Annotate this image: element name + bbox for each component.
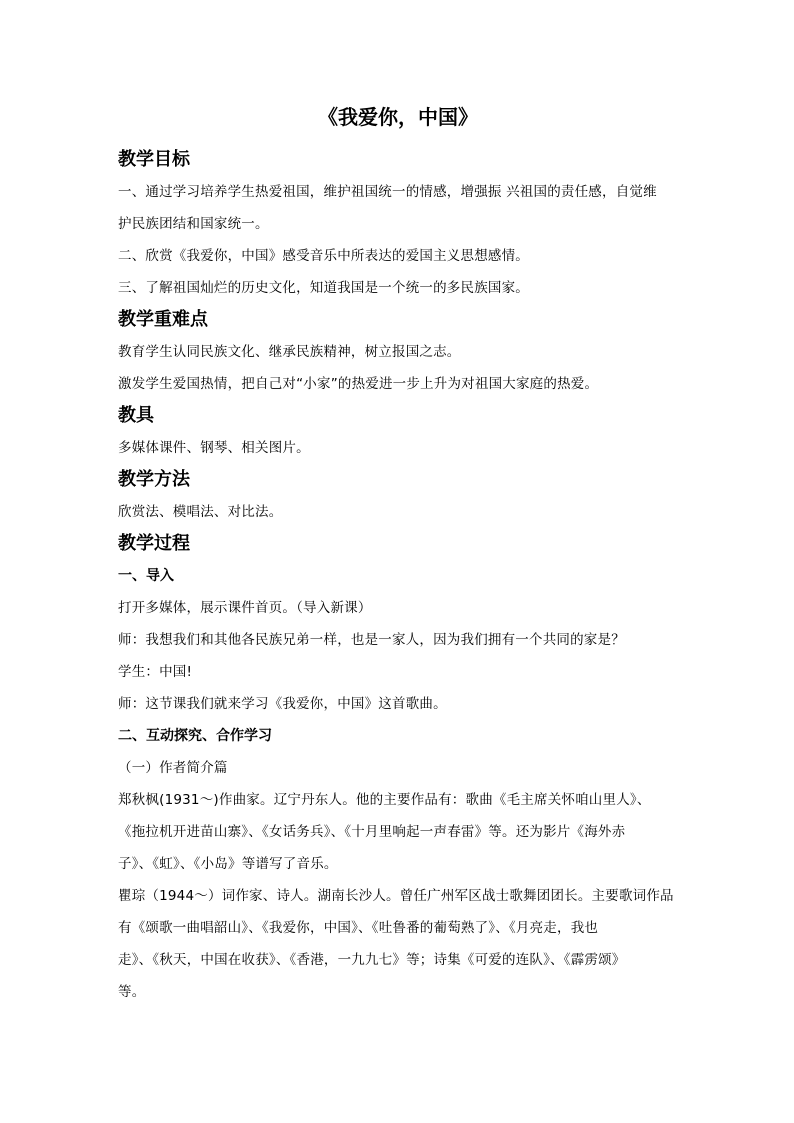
intro-line-4: 师：这节课我们就来学习《我爱你，中国》这首歌曲。: [118, 696, 447, 712]
section-heading-tools: 教具: [118, 405, 154, 426]
section-heading-methods: 教学方法: [118, 469, 190, 490]
intro-line-1: 打开多媒体，展示课件首页。（导入新课）: [118, 600, 372, 616]
interactive-line-8: 等。: [118, 984, 146, 1000]
objective-line-1: 一、通过学习培养学生热爱祖国，维护祖国统一的情感，增强振 兴祖国的责任感，自觉维: [118, 184, 657, 200]
key-point-line-1: 教育学生认同民族文化、继承民族精神，树立报国之志。: [118, 344, 461, 360]
intro-line-2: 师：我想我们和其他各民族兄弟一样，也是一家人，因为我们拥有一个共同的家是？: [118, 632, 625, 648]
section-heading-objectives: 教学目标: [118, 149, 190, 170]
interactive-line-7: 走》、《秋天，中国在收获》、《香港，一九九七》等；诗集《可爱的连队》、《霹雳颂》: [118, 952, 626, 968]
interactive-line-4: 子》、《虹》、《小岛》等谱写了音乐。: [118, 856, 338, 872]
intro-line-3: 学生：中国!: [118, 664, 193, 680]
objective-line-4: 三、了解祖国灿烂的历史文化，知道我国是一个统一的多民族国家。: [118, 280, 529, 296]
methods-line-1: 欣赏法、模唱法、对比法。: [118, 504, 283, 520]
objective-line-2: 护民族团结和国家统一。: [118, 216, 269, 232]
interactive-line-5: 瞿琮（1944～）词作家、诗人。湖南长沙人。曾任广州军区战士歌舞团团长。主要歌词作品: [118, 888, 674, 904]
interactive-line-6: 有《颂歌一曲唱韶山》、《我爱你，中国》、《吐鲁番的葡萄熟了》、《月亮走，我也: [118, 920, 599, 936]
interactive-line-1: （一）作者简介篇: [118, 760, 228, 776]
document-page: [118, 100, 678, 1008]
interactive-line-3: 《拖拉机开进苗山寨》、《女话务兵》、《十月里响起一声春雷》等。还为影片《海外赤: [118, 824, 626, 840]
subsection-heading-interactive: 二、互动探究、合作学习: [118, 728, 272, 744]
subsection-heading-intro: 一、导入: [118, 568, 174, 584]
tools-line-1: 多媒体课件、钢琴、相关图片。: [118, 440, 310, 456]
document-title: 《我爱你，中国》: [318, 105, 478, 129]
objective-line-3: 二、欣赏《我爱你，中国》感受音乐中所表达的爱国主义思想感情。: [118, 248, 529, 264]
interactive-line-2: 郑秋枫(1931～)作曲家。辽宁丹东人。他的主要作品有：歌曲《毛主席关怀咱山里人》、: [118, 792, 651, 808]
section-heading-key-points: 教学重难点: [118, 309, 208, 330]
section-heading-process: 教学过程: [118, 533, 190, 554]
key-point-line-2: 激发学生爱国热情，把自己对“小家”的热爱进一步上升为对祖国大家庭的热爱。: [118, 376, 599, 392]
